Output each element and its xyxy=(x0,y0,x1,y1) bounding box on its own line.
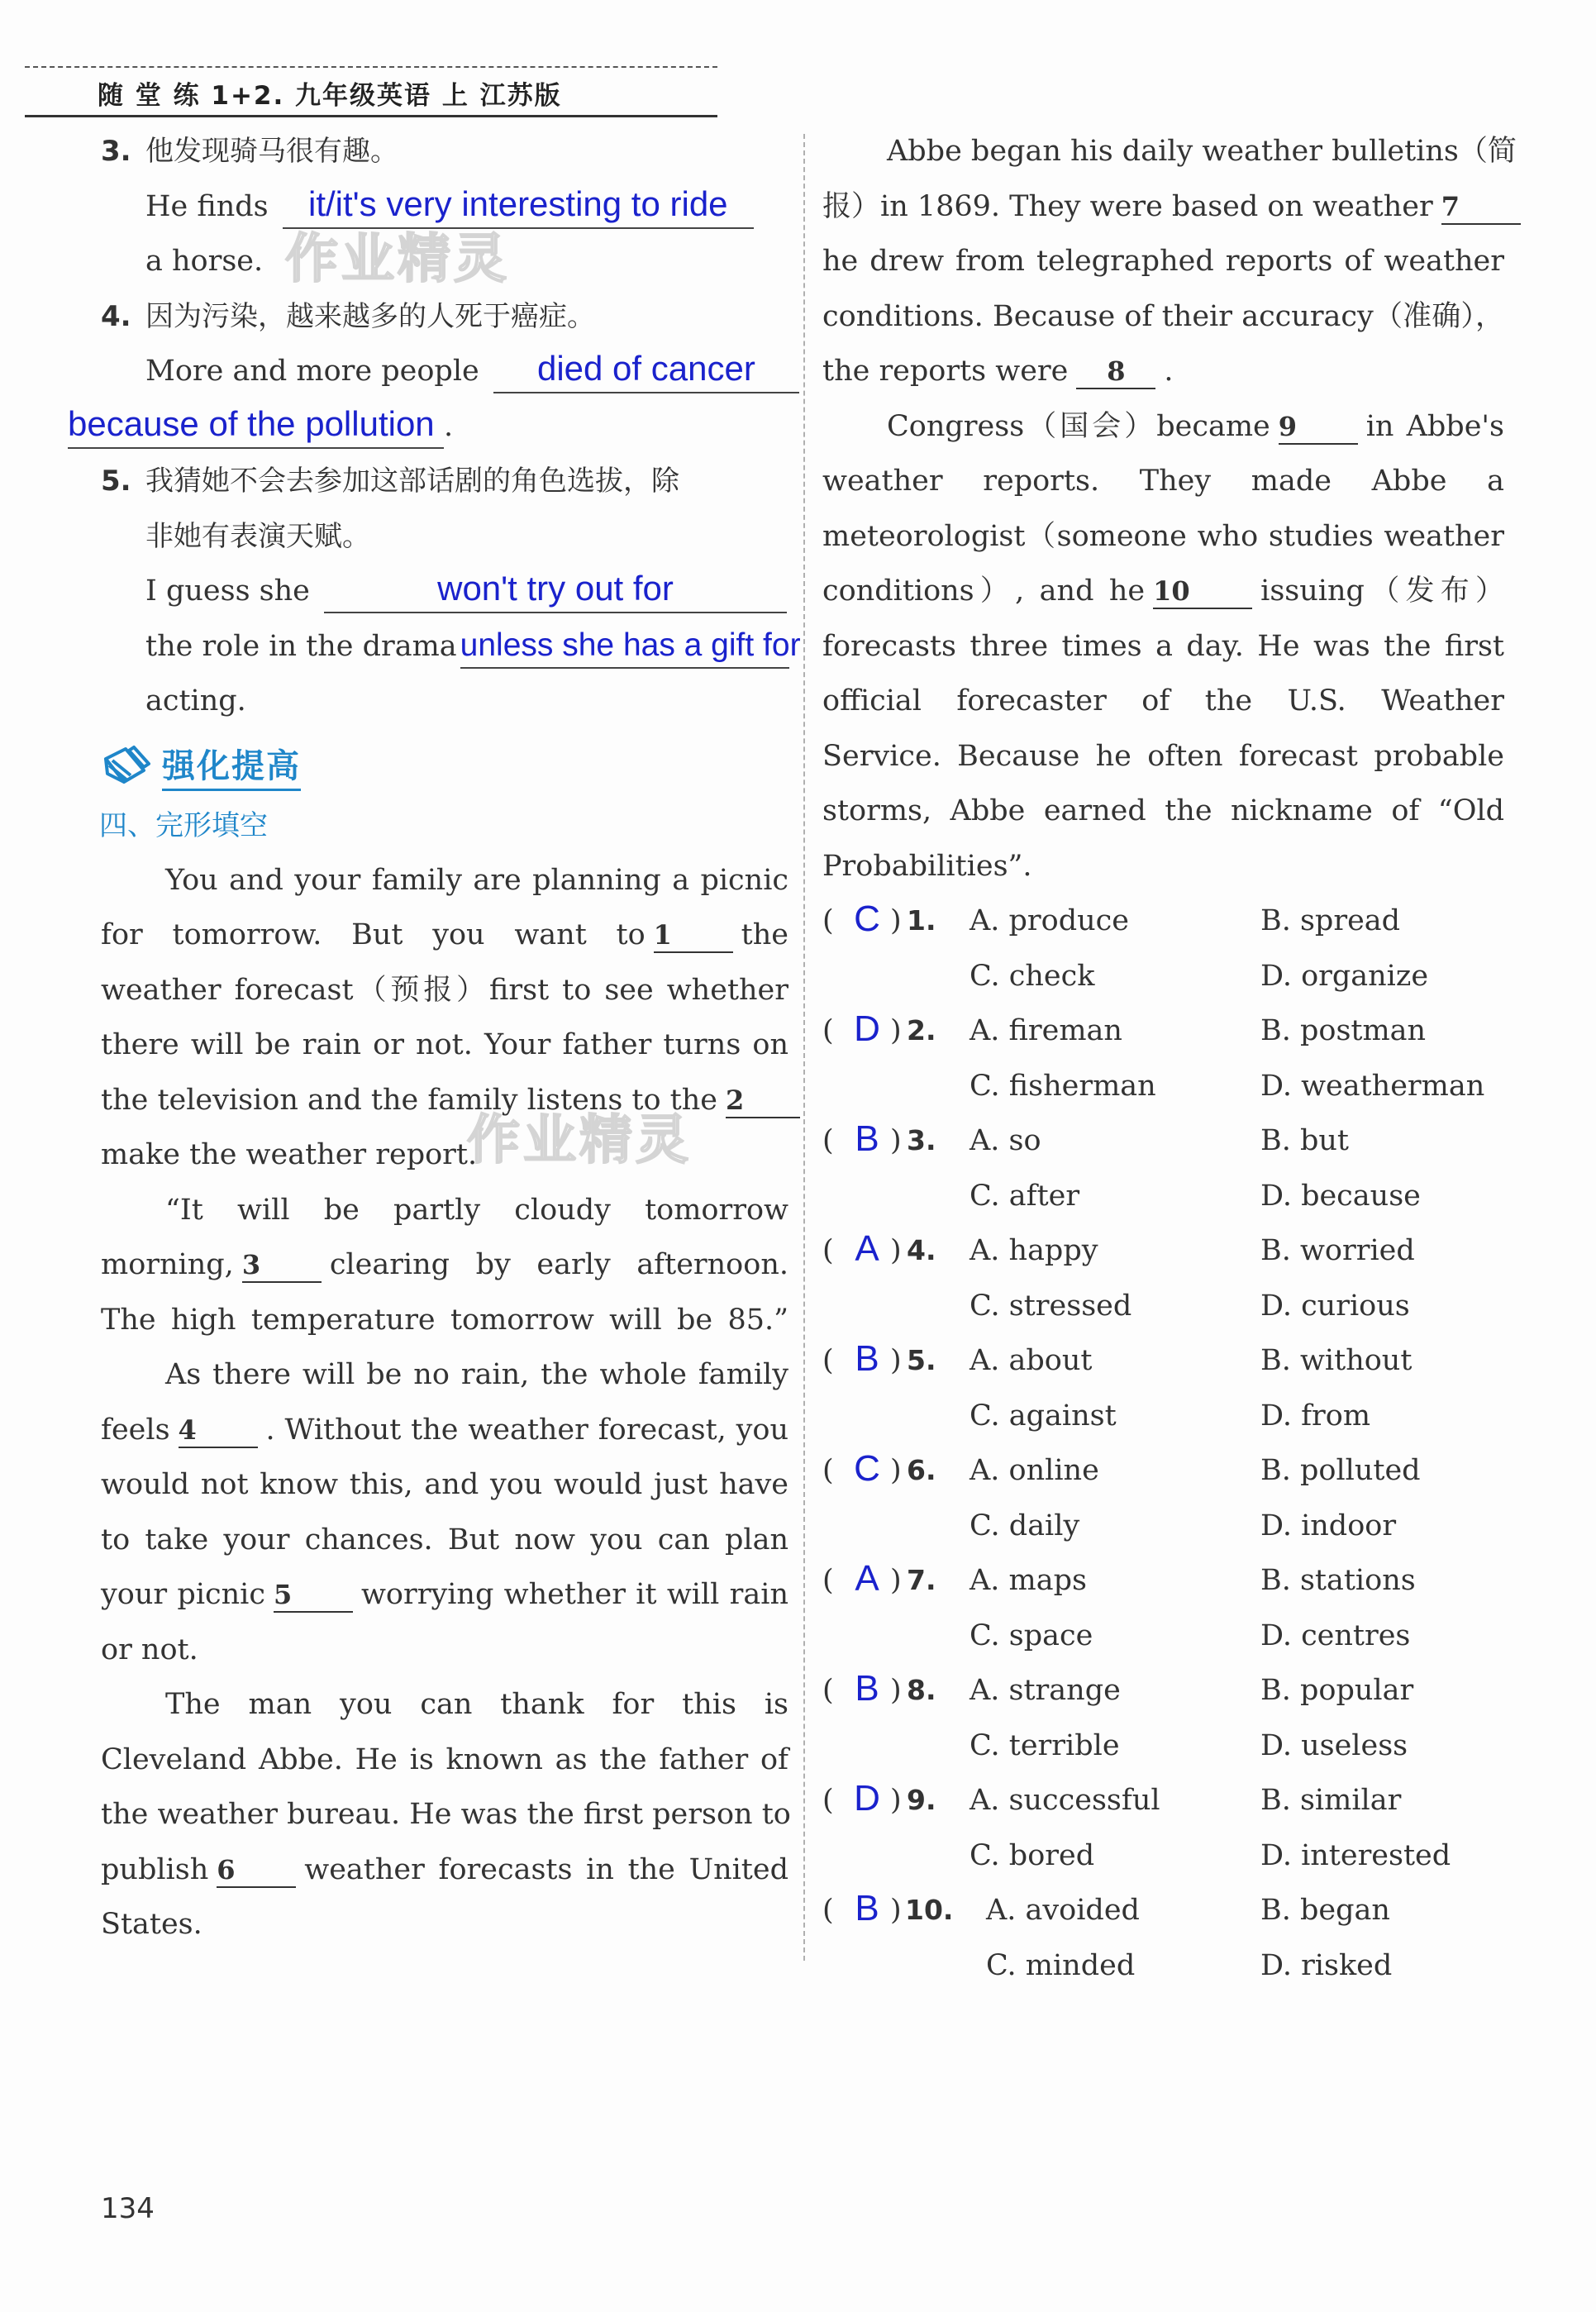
paren-close: ) xyxy=(890,1784,902,1817)
passage-line xyxy=(822,509,1504,565)
translation-q5-en2 xyxy=(101,619,801,675)
paren-open: ( xyxy=(822,1234,834,1267)
cloze-blank: 7 xyxy=(1441,190,1521,225)
option-row xyxy=(822,1333,1504,1389)
passage-line xyxy=(822,784,1504,839)
option-row xyxy=(822,1609,1504,1664)
cloze-blank: 1 xyxy=(654,918,733,953)
passage-text: Congress（国会）became xyxy=(887,409,1270,443)
passage-text: The high temperature tomorrow will be 85.” xyxy=(101,1303,788,1337)
cloze-blank: 5 xyxy=(274,1578,353,1613)
right-column xyxy=(822,124,1517,1993)
passage-line xyxy=(822,399,1504,455)
paren-close: ) xyxy=(890,1344,902,1377)
cloze-passage-right xyxy=(822,124,1517,894)
translation-q4-en-cont xyxy=(68,399,788,455)
passage-text: worrying whether it will rain xyxy=(360,1578,788,1611)
passage-text: morning, xyxy=(101,1248,234,1281)
option-b: B. postman xyxy=(1260,1014,1427,1047)
option-b: B. popular xyxy=(1260,1674,1414,1707)
option-number: 5. xyxy=(907,1344,936,1376)
option-d: D. because xyxy=(1260,1179,1421,1213)
handwritten-answer: B xyxy=(855,1118,879,1159)
option-row xyxy=(822,1663,1504,1719)
cloze-blank: 4 xyxy=(179,1413,258,1448)
passage-text: would not know this, and you would just have xyxy=(101,1468,788,1501)
passage-text: feels xyxy=(101,1413,170,1447)
watermark: 作业精灵 xyxy=(285,229,510,290)
handwritten-answer: C xyxy=(854,899,880,939)
passage-line xyxy=(101,1677,788,1733)
option-c: C. minded xyxy=(986,1948,1136,1982)
option-number: 7. xyxy=(907,1564,936,1596)
en-suffix: a horse. xyxy=(145,245,264,278)
passage-text: or not. xyxy=(101,1633,198,1666)
option-a: A. maps xyxy=(970,1564,1087,1597)
passage-text: As there will be no rain, the whole family xyxy=(165,1358,788,1391)
translation-q3-cn xyxy=(101,124,788,179)
option-d: D. risked xyxy=(1260,1948,1393,1982)
page-header xyxy=(25,66,717,117)
passage-text: the television and the family listens to the xyxy=(101,1083,718,1117)
translation-q5-en3 xyxy=(101,674,788,729)
header-title: 随 堂 练 1+2. 九年级英语 上 江苏版 xyxy=(98,81,562,111)
passage-text: your picnic xyxy=(101,1578,265,1611)
option-number: 2. xyxy=(907,1014,936,1046)
cloze-blank: 10 xyxy=(1153,574,1252,609)
passage-text: weather forecast（预报）first to see whether xyxy=(101,973,788,1007)
option-number: 1. xyxy=(907,904,936,937)
passage-line xyxy=(101,1842,788,1898)
question-number: 5. xyxy=(101,465,131,498)
handwritten-answer: A xyxy=(855,1558,879,1599)
passage-text: weather reports. They made Abbe a xyxy=(822,465,1504,498)
section-title: 强化提高 xyxy=(162,740,301,791)
option-row xyxy=(822,949,1504,1004)
passage-line xyxy=(101,1787,791,1842)
question-cn-text: 他发现骑马很有趣。 xyxy=(145,135,398,168)
passage-text: conditions）, and he xyxy=(822,574,1146,608)
paren-close: ) xyxy=(890,1564,902,1597)
passage-line xyxy=(822,839,1504,894)
option-number: 4. xyxy=(907,1234,936,1266)
translation-q3-en-cont xyxy=(101,234,788,289)
passage-line xyxy=(101,1347,788,1403)
option-row xyxy=(822,1499,1504,1554)
header-rule xyxy=(25,115,717,117)
question-number: 4. xyxy=(101,299,131,333)
passage-text: Abbe began his daily weather bulletins（简 xyxy=(887,135,1517,168)
option-row xyxy=(822,1279,1504,1334)
handwritten-answer: C xyxy=(854,1448,880,1489)
option-b: B. began xyxy=(1260,1894,1390,1927)
passage-line xyxy=(101,1897,788,1952)
passage-text: storms, Abbe earned the nickname of “Old xyxy=(822,794,1504,827)
paren-open: ( xyxy=(822,904,834,937)
option-row xyxy=(822,1169,1504,1224)
answer-line xyxy=(68,403,444,449)
handwritten-answer: won't try out for xyxy=(437,569,674,608)
passage-text: forecasts three times a day. He was the first xyxy=(822,629,1504,663)
cloze-blank: 6 xyxy=(217,1853,296,1888)
passage-line xyxy=(101,1567,788,1623)
passage-text: . Without the weather forecast, you xyxy=(265,1413,788,1447)
passage-line xyxy=(101,1733,788,1788)
option-row xyxy=(822,1223,1504,1279)
passage-text: States. xyxy=(101,1908,202,1941)
passage-line xyxy=(822,179,1504,235)
option-number: 9. xyxy=(907,1784,936,1816)
passage-text: Probabilities”. xyxy=(822,849,1032,883)
option-d: D. centres xyxy=(1260,1618,1411,1652)
en-text: acting. xyxy=(145,684,246,717)
option-b: B. spread xyxy=(1260,904,1401,937)
option-a: A. fireman xyxy=(970,1014,1122,1047)
handwritten-answer: A xyxy=(855,1228,879,1269)
option-b: B. stations xyxy=(1260,1564,1416,1597)
handwritten-answer: B xyxy=(855,1338,879,1379)
paren-open: ( xyxy=(822,1894,834,1927)
en-prefix: He finds xyxy=(145,189,269,223)
option-a: A. successful xyxy=(970,1784,1160,1817)
passage-text: meteorologist（someone who studies weather xyxy=(822,519,1504,553)
option-row xyxy=(822,1773,1504,1828)
cloze-blank: 2 xyxy=(726,1084,800,1118)
passage-text: Cleveland Abbe. He is known as the father of xyxy=(101,1742,788,1776)
cloze-blank: 3 xyxy=(242,1248,322,1283)
option-d: D. useless xyxy=(1260,1728,1408,1762)
option-row xyxy=(822,1059,1504,1114)
paren-close: ) xyxy=(890,1124,902,1157)
passage-line xyxy=(822,674,1504,729)
option-a: A. so xyxy=(970,1124,1041,1157)
answer-options xyxy=(822,894,1504,1993)
passage-text: he drew from telegraphed reports of weather xyxy=(822,245,1504,278)
option-number: 10. xyxy=(905,1894,954,1926)
passage-text: for tomorrow. But you want to xyxy=(101,918,646,951)
option-c: C. terrible xyxy=(970,1728,1120,1762)
passage-line xyxy=(822,234,1504,289)
passage-text: in Abbe's xyxy=(1365,409,1504,443)
answer-line xyxy=(324,568,787,613)
paren-open: ( xyxy=(822,1674,834,1707)
passage-line xyxy=(822,564,1504,619)
section-subtitle: 四、完形填空 xyxy=(99,808,268,842)
option-row xyxy=(822,1553,1504,1609)
passage-text: there will be rain or not. Your father turns on xyxy=(101,1028,788,1061)
paren-close: ) xyxy=(890,1014,902,1047)
handwritten-answer: it/it's very interesting to ride xyxy=(307,184,728,223)
option-c: C. against xyxy=(970,1399,1117,1432)
question-cn-text: 我猜她不会去参加这部话剧的角色选拔，除 xyxy=(145,465,679,498)
passage-text: the reports were xyxy=(822,355,1069,388)
option-number: 6. xyxy=(907,1454,936,1486)
passage-text: issuing（发布） xyxy=(1260,574,1504,608)
paren-open: ( xyxy=(822,1344,834,1377)
passage-text: conditions. Because of their accuracy（准确）， xyxy=(822,299,1504,333)
passage-text: official forecaster of the U.S. Weather xyxy=(822,684,1504,717)
section-heading xyxy=(101,732,788,798)
handwritten-answer: because of the pollution xyxy=(68,403,435,443)
handwritten-answer: B xyxy=(855,1668,879,1709)
option-a: A. produce xyxy=(970,904,1129,937)
paren-open: ( xyxy=(822,1124,834,1157)
passage-line xyxy=(101,1513,788,1568)
option-a: A. happy xyxy=(970,1234,1098,1267)
passage-line xyxy=(101,908,788,963)
option-d: D. weatherman xyxy=(1260,1069,1485,1103)
handwritten-answer: unless she has a gift for xyxy=(460,627,801,663)
translation-q4-cn xyxy=(101,289,788,345)
passage-line xyxy=(101,1018,788,1073)
option-row xyxy=(822,894,1504,949)
translation-q4-en xyxy=(101,344,788,399)
passage-line xyxy=(822,289,1504,345)
passage-text: the weather bureau. He was the first person to xyxy=(101,1798,791,1831)
en-prefix: More and more people xyxy=(145,355,479,388)
option-row xyxy=(822,1113,1504,1169)
option-row xyxy=(822,1883,1504,1938)
sentence-end: . xyxy=(444,409,454,443)
option-c: C. space xyxy=(970,1618,1093,1652)
passage-text: make the weather report. xyxy=(101,1138,478,1171)
handwritten-answer: died of cancer xyxy=(536,349,755,388)
translation-q5-cn-cont xyxy=(101,509,788,565)
passage-text: The man you can thank for this is xyxy=(165,1688,788,1721)
question-cn-text: 因为污染，越来越多的人死于癌症。 xyxy=(145,299,595,333)
passage-line xyxy=(822,454,1504,509)
en-prefix: I guess she xyxy=(145,574,310,608)
option-b: B. polluted xyxy=(1260,1454,1421,1487)
passage-line xyxy=(822,124,1517,179)
book-pencil-icon xyxy=(101,741,155,790)
answer-line xyxy=(283,184,754,229)
option-c: C. bored xyxy=(970,1838,1095,1872)
passage-text: to take your chances. But now you can plan xyxy=(101,1523,788,1556)
passage-line xyxy=(822,619,1504,675)
en-prefix: the role in the drama xyxy=(145,629,457,663)
passage-line xyxy=(101,853,788,908)
paren-open: ( xyxy=(822,1784,834,1817)
option-d: D. from xyxy=(1260,1399,1371,1432)
passage-line xyxy=(101,1073,788,1128)
passage-text: Service. Because he often forecast probable xyxy=(822,739,1504,773)
option-b: B. but xyxy=(1260,1124,1349,1157)
option-row xyxy=(822,1389,1504,1444)
option-row xyxy=(822,1938,1504,1994)
passage-text: 报）in 1869. They were based on weather xyxy=(822,189,1433,223)
option-c: C. daily xyxy=(970,1509,1080,1542)
question-cn-text: 非她有表演天赋。 xyxy=(145,519,370,553)
translation-q5-cn xyxy=(101,454,788,509)
answer-line xyxy=(493,348,799,393)
passage-text: clearing by early afternoon. xyxy=(329,1248,788,1281)
option-c: C. fisherman xyxy=(970,1069,1156,1103)
passage-line xyxy=(101,1403,788,1458)
option-number: 8. xyxy=(907,1674,936,1706)
option-b: B. similar xyxy=(1260,1784,1402,1817)
passage-line xyxy=(101,963,788,1018)
paren-close: ) xyxy=(890,1234,902,1267)
paren-close: ) xyxy=(890,1894,902,1927)
option-d: D. interested xyxy=(1260,1838,1451,1872)
page-number: 134 xyxy=(101,2192,155,2225)
passage-text: You and your family are planning a picnic xyxy=(165,863,788,897)
option-a: A. about xyxy=(970,1344,1093,1377)
watermark: 作业精灵 xyxy=(467,1110,692,1171)
paren-open: ( xyxy=(822,1454,834,1487)
passage-line xyxy=(101,1127,788,1183)
passage-text: . xyxy=(1164,355,1174,388)
cloze-blank: 8 xyxy=(1076,355,1155,389)
option-d: D. organize xyxy=(1260,959,1429,993)
option-a: A. avoided xyxy=(986,1894,1140,1927)
option-c: C. check xyxy=(970,959,1095,993)
answer-line xyxy=(460,625,801,669)
option-d: D. curious xyxy=(1260,1289,1410,1323)
cloze-blank: 9 xyxy=(1279,410,1358,445)
option-b: B. without xyxy=(1260,1344,1413,1377)
option-number: 3. xyxy=(907,1124,936,1156)
paren-close: ) xyxy=(890,1674,902,1707)
option-a: A. online xyxy=(970,1454,1099,1487)
option-row xyxy=(822,1443,1504,1499)
translation-q3-en xyxy=(101,179,788,235)
passage-line xyxy=(101,1293,788,1348)
question-number: 3. xyxy=(101,135,131,168)
left-column xyxy=(68,124,801,1952)
handwritten-answer: B xyxy=(855,1888,879,1928)
header-dashed-rule xyxy=(25,66,717,68)
paren-close: ) xyxy=(890,904,902,937)
passage-line xyxy=(101,1237,788,1293)
option-d: D. indoor xyxy=(1260,1509,1397,1542)
passage-text: “It will be partly cloudy tomorrow xyxy=(165,1193,788,1227)
handwritten-answer: D xyxy=(854,1778,880,1819)
cloze-passage-left xyxy=(101,853,791,1952)
passage-line xyxy=(101,1457,788,1513)
passage-text: weather forecasts in the United xyxy=(304,1852,788,1886)
translation-q5-en1 xyxy=(101,564,788,619)
option-row xyxy=(822,1828,1504,1884)
option-row xyxy=(822,1719,1504,1774)
paren-open: ( xyxy=(822,1564,834,1597)
handwritten-answer: D xyxy=(854,1008,880,1049)
passage-text: the xyxy=(741,918,788,951)
option-c: C. stressed xyxy=(970,1289,1132,1323)
passage-line xyxy=(101,1183,788,1238)
passage-line xyxy=(101,1623,788,1678)
option-c: C. after xyxy=(970,1179,1080,1213)
column-divider xyxy=(803,134,805,1961)
passage-text: publish xyxy=(101,1852,209,1886)
passage-line xyxy=(822,729,1504,784)
passage-line xyxy=(822,344,1504,399)
option-a: A. strange xyxy=(970,1674,1121,1707)
option-row xyxy=(822,1003,1504,1059)
paren-open: ( xyxy=(822,1014,834,1047)
option-b: B. worried xyxy=(1260,1234,1415,1267)
paren-close: ) xyxy=(890,1454,902,1487)
